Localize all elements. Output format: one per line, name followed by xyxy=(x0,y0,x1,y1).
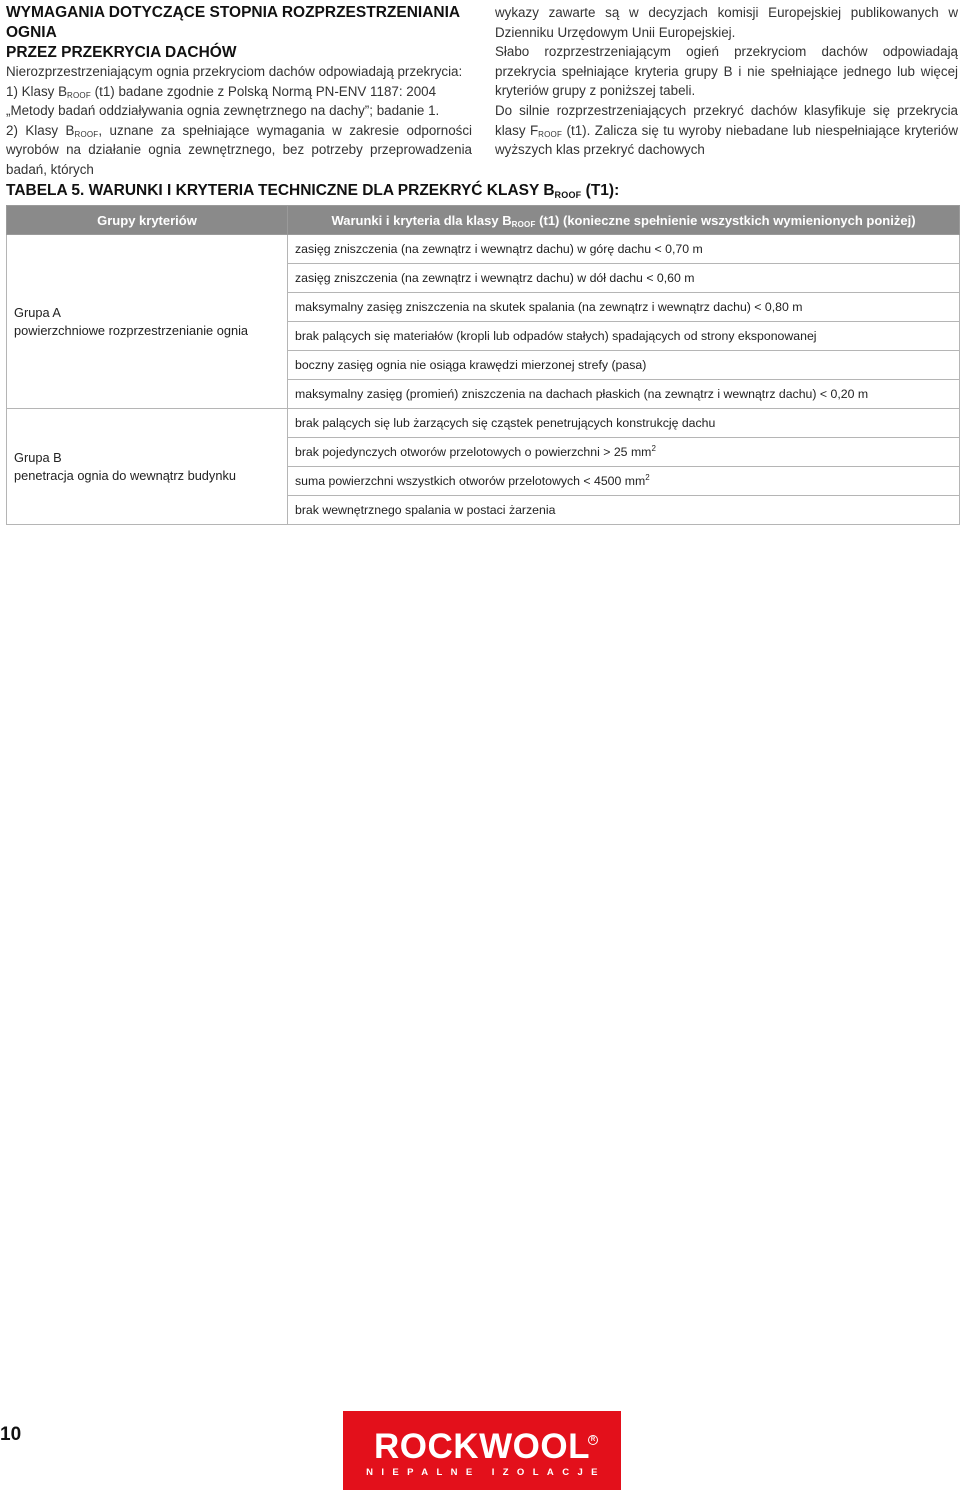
criterion-cell: brak wewnętrznego spalania w postaci żarzenia xyxy=(288,496,960,525)
point-2-rest: , uznane za spełniające wymagania w zakresie odporności wyrobów na działanie ognia zewnętrznego, bez potrzeby przeprowadzenia badań, których xyxy=(6,122,473,177)
roof-subscript: ROOF xyxy=(74,129,99,139)
right-paragraph-2: Słabo rozprzestrzeniającym ogień przekryciom dachów odpowiadają przekrycia spełniające kryteria grupy B i nie spełniające jednego lub więcej kryteriów grupy z poniższej tabeli. xyxy=(495,44,958,99)
group-b-cell xyxy=(7,409,288,525)
group-a-name: Grupa A xyxy=(14,304,61,320)
right-paragraph-3-rest: (t1). Zalicza się tu wyroby niebadane lub niespełniające kryteriów wyższych klas przekryć dachowych xyxy=(495,122,958,158)
header-conditions-start: Warunki i kryteria dla klasy B xyxy=(331,212,512,228)
criterion-text: suma powierzchni wszystkich otworów przelotowych < 4500 mm xyxy=(295,473,646,488)
roof-subscript: ROOF xyxy=(554,190,582,200)
right-paragraph-1: wykazy zawarte są w decyzjach komisji Europejskiej publikowanych w Dzienniku Urzędowym Unii Europejskiej. xyxy=(495,5,958,40)
group-b-name: Grupa B xyxy=(14,449,62,465)
intro-paragraph: Nierozprzestrzeniającym ognia przekryciom dachów odpowiadają przekrycia: xyxy=(6,64,463,79)
table-row xyxy=(7,409,960,438)
point-2-start: 2) Klasy B xyxy=(6,122,75,138)
point-1-start: 1) Klasy B xyxy=(6,83,68,99)
table-header-row xyxy=(7,206,960,235)
table-title xyxy=(6,181,906,201)
point-1-paragraph xyxy=(6,82,472,121)
criterion-cell: brak palących się lub żarzących się cząstek penetrujących konstrukcję dachu xyxy=(288,409,960,438)
point-1-rest: (t1) badane zgodnie z Polską Normą PN-ENV 1187: 2004 „Metody badań oddziaływania ognia zewnętrznego na dachy”; badanie 1. xyxy=(6,83,440,119)
group-a-cell xyxy=(7,235,288,409)
left-text-column xyxy=(6,62,472,180)
criterion-cell: boczny zasięg ognia nie osiąga krawędzi mierzonej strefy (pasa) xyxy=(288,351,960,380)
registered-mark-icon: R xyxy=(588,1435,598,1445)
superscript-2: 2 xyxy=(651,443,656,453)
criterion-cell xyxy=(288,438,960,467)
table-title-end: (T1): xyxy=(581,182,620,199)
page-number: 10 xyxy=(0,1424,22,1445)
roof-subscript: ROOF xyxy=(538,129,563,139)
criterion-cell: brak palących się materiałów (kropli lub odpadów stałych) spadających od strony eksponowanej xyxy=(288,322,960,351)
criterion-cell: zasięg zniszczenia (na zewnątrz i wewnątrz dachu) w górę dachu < 0,70 m xyxy=(288,235,960,264)
heading-line-2: PRZEZ PRZEKRYCIA DACHÓW xyxy=(6,44,237,61)
criterion-text: brak pojedynczych otworów przelotowych o powierzchni > 25 mm xyxy=(295,444,652,459)
right-paragraph-3-start: Do silnie rozprzestrzeniających przekryć dachów klasyfikuje się przekrycia klasy F xyxy=(495,102,958,138)
brand-tagline: NIEPALNE IZOLACJE xyxy=(366,1467,606,1478)
rockwool-logo xyxy=(343,1411,621,1490)
roof-subscript: ROOF xyxy=(67,90,91,100)
point-2-paragraph xyxy=(6,121,472,180)
right-paragraph-3 xyxy=(495,101,958,160)
table-row xyxy=(7,235,960,264)
right-text-column xyxy=(495,3,958,160)
table-title-start: TABELA 5. WARUNKI I KRYTERIA TECHNICZNE DLA PRZEKRYĆ KLASY B xyxy=(6,182,555,199)
brand-name: ROCKWOOL xyxy=(374,1427,590,1466)
criterion-cell xyxy=(288,467,960,496)
criterion-cell: maksymalny zasięg (promień) zniszczenia na dachach płaskich (na zewnątrz i wewnątrz dachu) < 0,20 m xyxy=(288,380,960,409)
criterion-cell: maksymalny zasięg zniszczenia na skutek spalania (na zewnątrz i wewnątrz dachu) < 0,80 m xyxy=(288,293,960,322)
superscript-2: 2 xyxy=(645,472,650,482)
group-b-description: penetracja ognia do wewnątrz budynku xyxy=(14,467,236,483)
roof-subscript: ROOF xyxy=(511,219,536,229)
criteria-table xyxy=(6,205,960,525)
heading-line-1: WYMAGANIA DOTYCZĄCE STOPNIA ROZPRZESTRZENIANIA OGNIA xyxy=(6,4,460,41)
criterion-cell: zasięg zniszczenia (na zewnątrz i wewnątrz dachu) w dół dachu < 0,60 m xyxy=(288,264,960,293)
header-criteria-groups: Grupy kryteriów xyxy=(7,206,288,235)
section-heading xyxy=(6,3,476,63)
group-a-description: powierzchniowe rozprzestrzenianie ognia xyxy=(14,322,249,338)
header-conditions xyxy=(288,206,960,235)
header-conditions-end: (t1) (konieczne spełnienie wszystkich wymienionych poniżej) xyxy=(535,212,916,228)
